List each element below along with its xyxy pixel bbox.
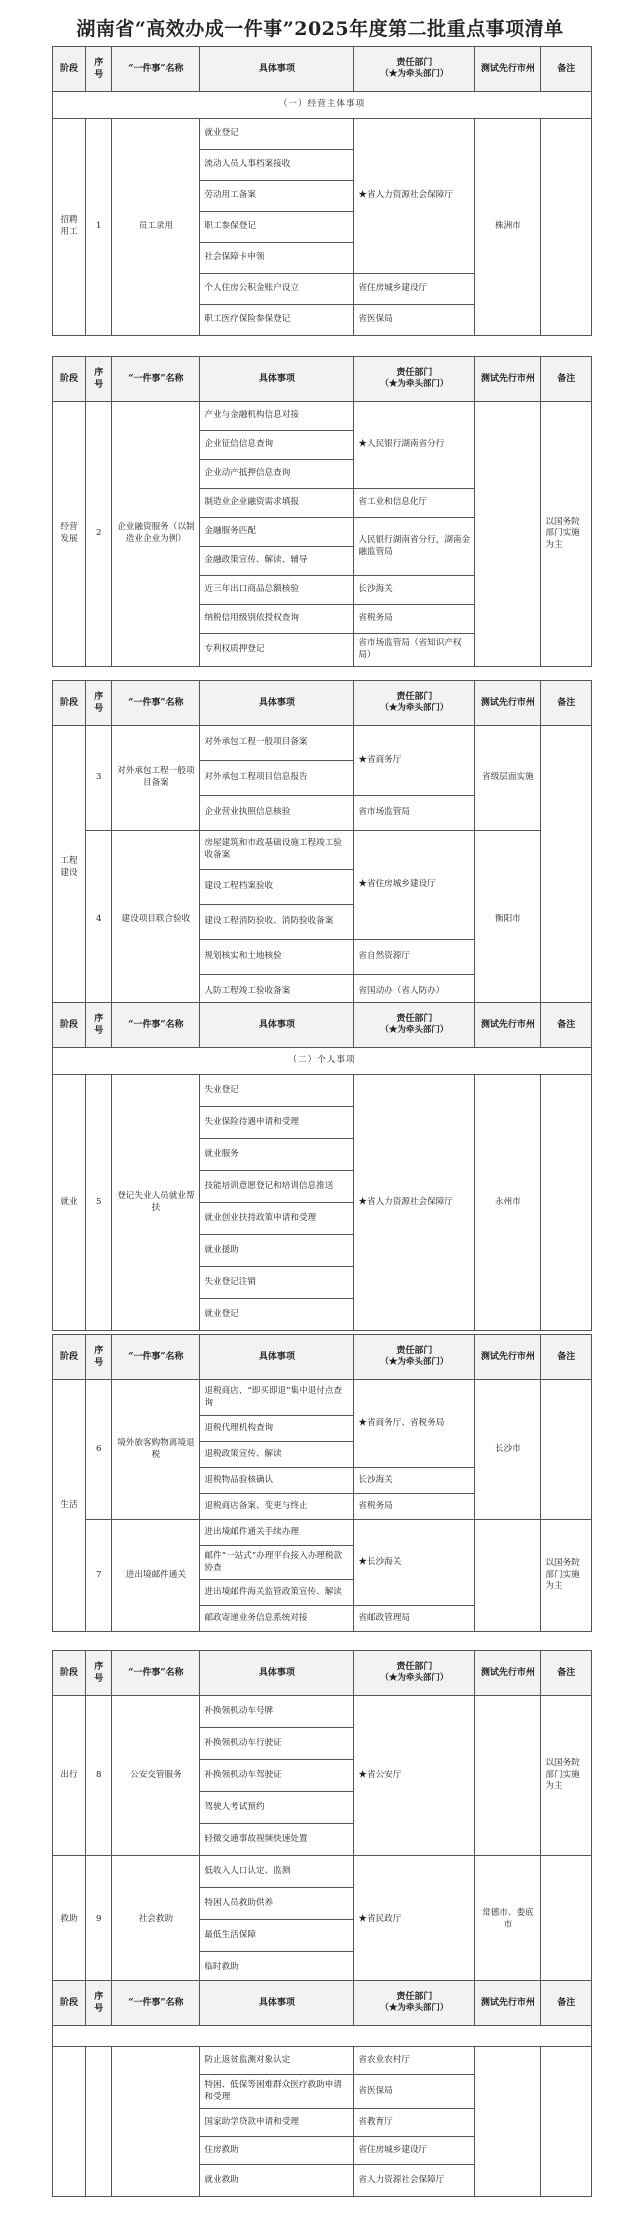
item-cell: 职工参保登记: [200, 212, 354, 243]
table-header-row: [53, 1003, 592, 1048]
stage-cell: 就业: [53, 1075, 86, 1331]
item-cell: 退税物品验核确认: [200, 1468, 354, 1494]
item-cell: 就业创业扶持政策申请和受理: [200, 1203, 354, 1235]
header-seq: 序号: [86, 1981, 112, 2026]
dept-cell: 省国动办（省人防办）: [354, 975, 475, 1010]
matter-name-cell: 对外承包工程一般项目备案: [112, 726, 200, 831]
item-cell: 就业登记: [200, 119, 354, 150]
header-dept: 责任部门 （★为牵头部门）: [354, 1651, 475, 1696]
item-cell: 特困、低保等困难群众医疗救助申请和受理: [200, 2075, 354, 2109]
seq-cell: 2: [86, 402, 112, 667]
note-cell: [541, 2047, 592, 2197]
stage-cell: 工程建设: [53, 726, 86, 1010]
header-dept: 责任部门 （★为牵头部门）: [354, 357, 475, 402]
matter-name-cell: 境外旅客购物离境退税: [112, 1380, 200, 1520]
matter-name-cell: 企业融资服务（以制造业企业为例）: [112, 402, 200, 667]
item-cell: 产业与金融机构信息对接: [200, 402, 354, 431]
item-cell: 补换领机动车驾驶证: [200, 1760, 354, 1792]
note-cell: 以国务院部门实施为主: [541, 402, 592, 667]
seq-cell: 4: [86, 831, 112, 1010]
header-stage: 阶段: [53, 47, 86, 92]
seq-cell: 6: [86, 1380, 112, 1520]
item-cell: 补换领机动车号牌: [200, 1696, 354, 1728]
dept-cell: ★省民政厅: [354, 1856, 475, 1984]
seq-cell: 8: [86, 1696, 112, 1856]
dept-cell: 省税务局: [354, 1494, 475, 1520]
header-seq: 序号: [86, 47, 112, 92]
table-header-row: [53, 1651, 592, 1696]
header-seq: 序号: [86, 357, 112, 402]
matter-name-cell: 登记失业人员就业帮扶: [112, 1075, 200, 1331]
header-name: “一件事”名称: [112, 1981, 200, 2026]
dept-cell: ★省住房城乡建设厅: [354, 831, 475, 940]
item-cell: 金融政策宣传、解读、辅导: [200, 547, 354, 576]
seq-cell: 3: [86, 726, 112, 831]
item-cell: 就业服务: [200, 1139, 354, 1171]
header-items: 具体事项: [200, 1651, 354, 1696]
item-cell: 社会保障卡申领: [200, 243, 354, 274]
header-note: 备注: [541, 1003, 592, 1048]
item-cell: 临时救助: [200, 1952, 354, 1984]
dept-cell: ★省公安厅: [354, 1696, 475, 1856]
item-cell: 退税代理机构查询: [200, 1416, 354, 1442]
item-cell: 邮件“一站式”办理平台接入办理税款协查: [200, 1546, 354, 1580]
item-cell: 就业登记: [200, 1299, 354, 1331]
header-name: “一件事”名称: [112, 1651, 200, 1696]
dept-cell: ★人民银行湖南省分行: [354, 402, 475, 489]
item-cell: 防止返贫监测对象认定: [200, 2047, 354, 2075]
dept-cell: 省住房城乡建设厅: [354, 2137, 475, 2165]
dept-cell: 长沙海关: [354, 1468, 475, 1494]
item-cell: 专利权质押登记: [200, 634, 354, 667]
item-cell: 人防工程竣工验收备案: [200, 975, 354, 1010]
table-finance: [52, 356, 592, 667]
table-header-row: [53, 681, 592, 726]
section-title: （一）经营主体事项: [53, 92, 592, 119]
note-cell: [541, 119, 592, 336]
header-stage: 阶段: [53, 1651, 86, 1696]
city-cell: [475, 1520, 541, 1632]
item-cell: 最低生活保障: [200, 1920, 354, 1952]
header-seq: 序号: [86, 681, 112, 726]
city-cell: 衡阳市: [475, 831, 541, 1010]
header-stage: 阶段: [53, 1003, 86, 1048]
header-city: 测试先行市州: [475, 47, 541, 92]
stage-cell: 救助: [53, 1856, 86, 1984]
dept-cell: ★长沙海关: [354, 1520, 475, 1606]
item-cell: 流动人员人事档案接收: [200, 150, 354, 181]
item-cell: 退税商店备案、变更与终止: [200, 1494, 354, 1520]
header-name: “一件事”名称: [112, 47, 200, 92]
dept-cell: 长沙海关: [354, 576, 475, 605]
section-row: [53, 92, 592, 119]
note-cell: [541, 726, 592, 1010]
header-seq: 序号: [86, 1003, 112, 1048]
item-cell: 规划核实和土地核验: [200, 940, 354, 975]
spacer-row: [53, 2026, 592, 2047]
item-cell: 个人住房公积金账户设立: [200, 274, 354, 305]
dept-cell: 省邮政管理局: [354, 1606, 475, 1632]
stage-cell: 出行: [53, 1696, 86, 1856]
table-living: [52, 1334, 592, 1632]
item-cell: 驾驶人考试预约: [200, 1792, 354, 1824]
item-cell: 失业登记: [200, 1075, 354, 1107]
header-city: 测试先行市州: [475, 357, 541, 402]
item-cell: 纳税信用级别依授权查询: [200, 605, 354, 634]
header-dept: 责任部门 （★为牵头部门）: [354, 1335, 475, 1380]
item-cell: 职工医疗保险参保登记: [200, 305, 354, 336]
city-cell: 长沙市: [475, 1380, 541, 1520]
table-relief-continued: [52, 1980, 592, 2197]
table-header-row: [53, 47, 592, 92]
dept-cell: 省市场监管局（省知识产权局）: [354, 634, 475, 667]
header-city: 测试先行市州: [475, 681, 541, 726]
item-cell: 金融服务匹配: [200, 518, 354, 547]
table-travel-relief: [52, 1650, 592, 1984]
stage-cell: [53, 2047, 86, 2197]
item-cell: 失业登记注销: [200, 1267, 354, 1299]
city-cell: 省级层面实施: [475, 726, 541, 831]
dept-cell: 省工业和信息化厅: [354, 489, 475, 518]
dept-cell: 省市场监管局: [354, 796, 475, 831]
header-name: “一件事”名称: [112, 681, 200, 726]
stage-cell: 招聘用工: [53, 119, 86, 336]
note-cell: [541, 1380, 592, 1520]
city-cell: [475, 2047, 541, 2197]
table-header-row: [53, 357, 592, 402]
item-cell: 企业征信信息查询: [200, 431, 354, 460]
matter-name-cell: 建设项目联合验收: [112, 831, 200, 1010]
header-note: 备注: [541, 47, 592, 92]
dept-cell: 省税务局: [354, 605, 475, 634]
matter-name-cell: 员工录用: [112, 119, 200, 336]
header-note: 备注: [541, 1335, 592, 1380]
matter-name-cell: [112, 2047, 200, 2197]
header-items: 具体事项: [200, 47, 354, 92]
table-header-row: [53, 1335, 592, 1380]
city-cell: 永州市: [475, 1075, 541, 1331]
item-cell: 轻微交通事故视频快速处置: [200, 1824, 354, 1856]
dept-cell: ★省商务厅: [354, 726, 475, 796]
header-name: “一件事”名称: [112, 357, 200, 402]
item-cell: 退税商店、“即买即退”集中退付点查询: [200, 1380, 354, 1416]
item-cell: 对外承包工程项目信息报告: [200, 761, 354, 796]
item-cell: 失业保险待遇申请和受理: [200, 1107, 354, 1139]
header-items: 具体事项: [200, 1981, 354, 2026]
item-cell: 企业营业执照信息核验: [200, 796, 354, 831]
item-cell: 建设工程消防验收、消防验收备案: [200, 905, 354, 940]
city-cell: 株洲市: [475, 119, 541, 336]
seq-cell: 7: [86, 1520, 112, 1632]
note-cell: 以国务院部门实施为主: [541, 1520, 592, 1632]
header-seq: 序号: [86, 1651, 112, 1696]
table-employment: [52, 46, 592, 336]
header-stage: 阶段: [53, 357, 86, 402]
header-name: “一件事”名称: [112, 1335, 200, 1380]
section-row: [53, 1048, 592, 1075]
dept-cell: 人民银行湖南省分行，湖南金融监管局: [354, 518, 475, 576]
dept-cell: 省农业农村厅: [354, 2047, 475, 2075]
header-city: 测试先行市州: [475, 1981, 541, 2026]
header-items: 具体事项: [200, 1003, 354, 1048]
header-stage: 阶段: [53, 681, 86, 726]
header-items: 具体事项: [200, 357, 354, 402]
header-note: 备注: [541, 1651, 592, 1696]
header-note: 备注: [541, 681, 592, 726]
item-cell: 进出境邮件通关手续办理: [200, 1520, 354, 1546]
header-name: “一件事”名称: [112, 1003, 200, 1048]
stage-cell: 生活: [53, 1380, 86, 1632]
dept-cell: 省人力资源社会保障厅: [354, 2165, 475, 2197]
item-cell: 制造业企业融资需求填报: [200, 489, 354, 518]
header-dept: 责任部门 （★为牵头部门）: [354, 1003, 475, 1048]
dept-cell: ★省商务厅、省税务局: [354, 1380, 475, 1468]
item-cell: 就业援助: [200, 1235, 354, 1267]
header-dept: 责任部门 （★为牵头部门）: [354, 1981, 475, 2026]
dept-cell: 省教育厅: [354, 2109, 475, 2137]
item-cell: 对外承包工程一般项目备案: [200, 726, 354, 761]
header-note: 备注: [541, 357, 592, 402]
item-cell: 进出境邮件海关监管政策宣传、解读: [200, 1580, 354, 1606]
item-cell: 劳动用工备案: [200, 181, 354, 212]
item-cell: 房屋建筑和市政基础设施工程竣工验收备案: [200, 831, 354, 870]
header-city: 测试先行市州: [475, 1003, 541, 1048]
item-cell: 退税政策宣传、解读: [200, 1442, 354, 1468]
city-cell: [475, 1696, 541, 1856]
item-cell: 特困人员救助供养: [200, 1888, 354, 1920]
seq-cell: [86, 2047, 112, 2197]
dept-cell: 省医保局: [354, 2075, 475, 2109]
header-dept: 责任部门 （★为牵头部门）: [354, 681, 475, 726]
seq-cell: 9: [86, 1856, 112, 1984]
item-cell: 技能培训意愿登记和培训信息推送: [200, 1171, 354, 1203]
header-dept: 责任部门 （★为牵头部门）: [354, 47, 475, 92]
seq-cell: 1: [86, 119, 112, 336]
note-cell: [541, 1075, 592, 1331]
table-construction: [52, 680, 592, 1010]
matter-name-cell: 进出境邮件通关: [112, 1520, 200, 1632]
seq-cell: 5: [86, 1075, 112, 1331]
note-cell: [541, 1856, 592, 1984]
matter-name-cell: 公安交管服务: [112, 1696, 200, 1856]
dept-cell: 省住房城乡建设厅: [354, 274, 475, 305]
item-cell: 就业救助: [200, 2165, 354, 2197]
dept-cell: ★省人力资源社会保障厅: [354, 119, 475, 274]
table-header-row: [53, 1981, 592, 2026]
stage-cell: 经营发展: [53, 402, 86, 667]
item-cell: 住房救助: [200, 2137, 354, 2165]
table-unemployment: [52, 1002, 592, 1331]
header-stage: 阶段: [53, 1335, 86, 1380]
dept-cell: ★省人力资源社会保障厅: [354, 1075, 475, 1331]
city-cell: [475, 402, 541, 667]
item-cell: 补换领机动车行驶证: [200, 1728, 354, 1760]
header-note: 备注: [541, 1981, 592, 2026]
item-cell: 建设工程档案验收: [200, 870, 354, 905]
page-title: 湖南省“高效办成一件事”2025年度第二批重点事项清单: [76, 18, 564, 40]
note-cell: 以国务院部门实施为主: [541, 1696, 592, 1856]
item-cell: 低收入人口认定、监测: [200, 1856, 354, 1888]
section-title: （二）个人事项: [53, 1048, 592, 1075]
header-seq: 序号: [86, 1335, 112, 1380]
dept-cell: 省自然资源厅: [354, 940, 475, 975]
item-cell: 企业动产抵押信息查询: [200, 460, 354, 489]
item-cell: 近三年出口商品总额核验: [200, 576, 354, 605]
item-cell: 国家助学贷款申请和受理: [200, 2109, 354, 2137]
header-city: 测试先行市州: [475, 1335, 541, 1380]
matter-name-cell: 社会救助: [112, 1856, 200, 1984]
header-city: 测试先行市州: [475, 1651, 541, 1696]
header-items: 具体事项: [200, 681, 354, 726]
item-cell: 邮政寄递业务信息系统对接: [200, 1606, 354, 1632]
header-items: 具体事项: [200, 1335, 354, 1380]
header-stage: 阶段: [53, 1981, 86, 2026]
city-cell: 常德市、娄底市: [475, 1856, 541, 1984]
dept-cell: 省医保局: [354, 305, 475, 336]
